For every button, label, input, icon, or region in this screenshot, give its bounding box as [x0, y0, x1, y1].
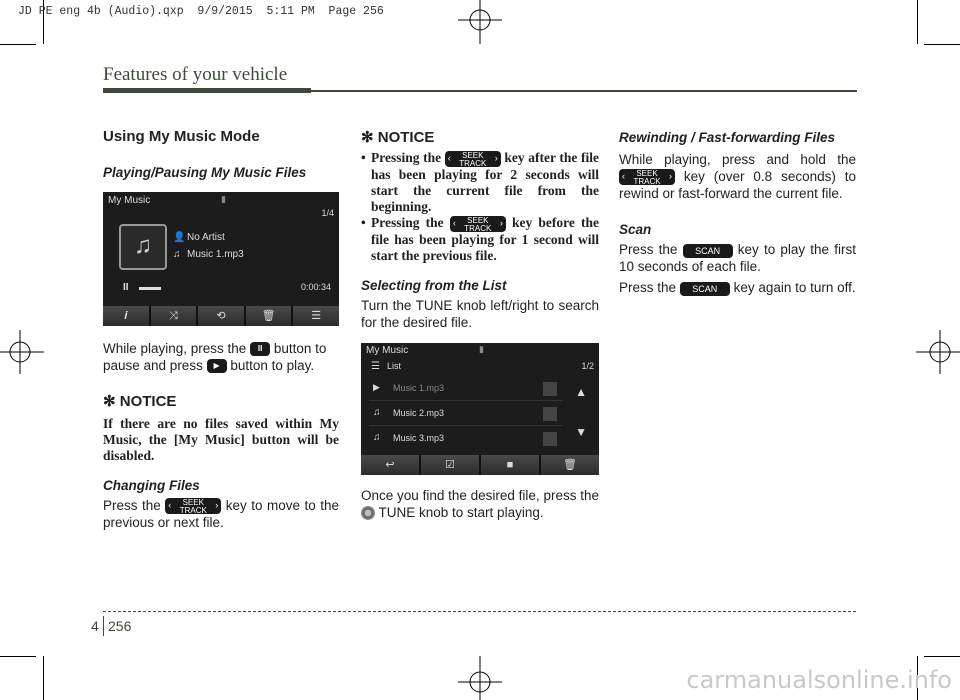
footer-divider: [103, 616, 104, 636]
function-bar: [103, 306, 339, 326]
page-header-title: Features of your vehicle: [103, 64, 288, 85]
column-3: [619, 130, 856, 296]
registration-mark-top: [448, 0, 512, 44]
crop-mark: [0, 44, 36, 45]
text: button to pause and press: [103, 341, 327, 373]
crop-mark: [917, 0, 918, 44]
elapsed-time: 0:00:34: [300, 282, 331, 292]
my-music-list-screen: [361, 343, 599, 475]
text: NOTICE: [377, 129, 435, 146]
subheading-rewinding: Rewinding / Fast-forwarding Files: [619, 130, 836, 145]
section-heading: Using My Music Mode: [103, 128, 260, 145]
repeat-icon: ⟲: [198, 306, 244, 326]
select-paragraph: Turn the TUNE knob left/right to search for the desired file.: [361, 297, 599, 330]
note-icon: ♫: [373, 406, 381, 418]
file-list-item: [369, 428, 563, 450]
lock-icon: ▮: [221, 194, 226, 204]
subheading-changing-files: Changing Files: [103, 478, 200, 493]
deselect-icon: ■: [481, 455, 539, 475]
checkbox-icon: [543, 382, 557, 396]
text: TRACK: [459, 158, 487, 168]
artist-name: No Artist: [187, 232, 225, 243]
notice-bullet: [361, 150, 599, 215]
subheading-playing-pausing: Playing/Pausing My Music Files: [103, 165, 307, 180]
notice-bullet: [361, 215, 599, 264]
artist-icon: 👤: [173, 232, 186, 243]
tune-knob-icon: [361, 506, 375, 520]
registration-mark-left: [0, 320, 44, 384]
info-icon: 𝒊: [103, 306, 149, 326]
watermark: carmanualsonline.info: [686, 666, 952, 694]
text: SEEK: [467, 215, 489, 225]
text: key again to turn off.: [733, 280, 856, 296]
text: Press the: [619, 280, 677, 296]
text: TRACK: [633, 177, 661, 187]
chapter-number: 4: [91, 618, 99, 634]
rewind-paragraph: [619, 151, 856, 202]
header-rule-thick: [103, 88, 311, 93]
my-music-screen: [103, 192, 339, 326]
text: NOTICE: [119, 393, 177, 410]
print-slug: JD PE eng 4b (Audio).qxp 9/9/2015 5:11 PM Page 256: [18, 5, 384, 18]
play-icon: ▶: [373, 381, 380, 392]
scan-paragraph-1: [619, 241, 856, 275]
text: While playing, press and hold the: [619, 152, 856, 167]
play-key-icon: ▶: [207, 359, 227, 373]
text: key to play the first 10 seconds of each file.: [619, 242, 856, 275]
crop-mark: [924, 656, 960, 657]
note-icon: ♫: [373, 431, 381, 443]
track-name: Music 1.mp3: [187, 249, 244, 260]
seek-track-key-icon: ‹ SEEK TRACK ›: [445, 151, 501, 167]
seek-track-key-icon: ‹ SEEK TRACK ›: [619, 169, 675, 185]
list-label: List: [387, 360, 402, 371]
screen-title: My Music: [366, 344, 409, 356]
delete-icon: 🗑: [541, 455, 599, 475]
page-count: 1/2: [581, 360, 594, 371]
folder-music-icon: ♫: [119, 224, 167, 270]
lock-icon: ▮: [479, 343, 484, 354]
notice-text: If there are no files saved within My Music, the [My Music] button will be disabled.: [103, 416, 339, 463]
crop-mark: [43, 656, 44, 700]
progress-bar: [139, 287, 161, 290]
text: key after the file has been playing for 2 seconds will start the current file from the beginning.: [371, 150, 600, 214]
file-name: Music 2.mp3: [393, 407, 445, 418]
shuffle-icon: ⤨: [151, 306, 197, 326]
header-rule: [311, 90, 857, 92]
select-all-icon: ☑: [421, 455, 479, 475]
seek-track-key-icon: ‹ SEEK TRACK ›: [450, 216, 506, 232]
column-2: [361, 128, 599, 521]
registration-mark-right: [916, 320, 960, 384]
scan-paragraph-2: [619, 279, 856, 296]
text: TRACK: [464, 223, 492, 233]
text: Pressing the: [371, 214, 444, 230]
list-icon: ☰: [293, 306, 339, 326]
delete-icon: 🗑: [246, 306, 292, 326]
crop-mark: [924, 44, 960, 45]
file-name: Music 1.mp3: [393, 382, 445, 393]
subheading-selecting-list: Selecting from the List: [361, 277, 507, 293]
checkbox-icon: [543, 432, 557, 446]
text: key (over 0.8 seconds) to rewind or fast-forward the current file.: [619, 169, 856, 202]
file-list-item: [369, 403, 563, 426]
play-pause-paragraph: [103, 340, 339, 374]
note-icon: ♫: [173, 249, 181, 260]
text: button to play.: [230, 358, 315, 373]
notice-bullets: [361, 150, 599, 264]
checkbox-icon: [543, 407, 557, 421]
text: SEEK: [182, 498, 204, 508]
file-name: Music 3.mp3: [393, 432, 445, 443]
text: key before the file has been playing for 1 second will start the previous file.: [371, 214, 600, 263]
pause-key-icon: II: [250, 342, 270, 356]
scan-key-icon: SCAN: [683, 244, 733, 258]
track-count: 1/4: [321, 208, 334, 218]
text: Pressing the: [371, 150, 442, 165]
subheading-scan: Scan: [619, 222, 652, 238]
scroll-down-icon: ▼: [575, 424, 587, 439]
column-1: [103, 128, 339, 531]
text: key to move to the previous or next file.: [103, 498, 339, 531]
text: Once you find the desired file, press the: [361, 487, 599, 503]
find-paragraph: [361, 487, 599, 521]
seek-track-key-icon: ‹ SEEK TRACK ›: [165, 498, 221, 514]
scan-key-icon: SCAN: [680, 282, 730, 296]
text: Press the: [619, 242, 678, 258]
changing-files-paragraph: [103, 497, 339, 531]
text: SEEK: [462, 150, 484, 160]
text: TRACK: [179, 506, 207, 516]
text: SEEK: [636, 169, 658, 179]
text: While playing, press the: [103, 341, 247, 356]
registration-mark-bottom: [448, 656, 512, 700]
file-list-item: [369, 378, 563, 401]
notice-heading: ✻ NOTICE: [361, 129, 435, 146]
crop-mark: [0, 656, 36, 657]
notice-heading: ✻ NOTICE: [103, 393, 177, 410]
page-number: 256: [108, 618, 132, 634]
list-icon: ☰: [371, 360, 380, 372]
text: TUNE knob to start playing.: [378, 504, 544, 520]
footer-rule: [103, 611, 856, 612]
screen-title: My Music: [108, 195, 151, 206]
scroll-up-icon: ▲: [575, 384, 587, 399]
function-bar: [361, 455, 599, 475]
pause-icon: II: [123, 282, 129, 293]
text: Press the: [103, 498, 161, 513]
back-icon: ↩: [361, 455, 419, 475]
